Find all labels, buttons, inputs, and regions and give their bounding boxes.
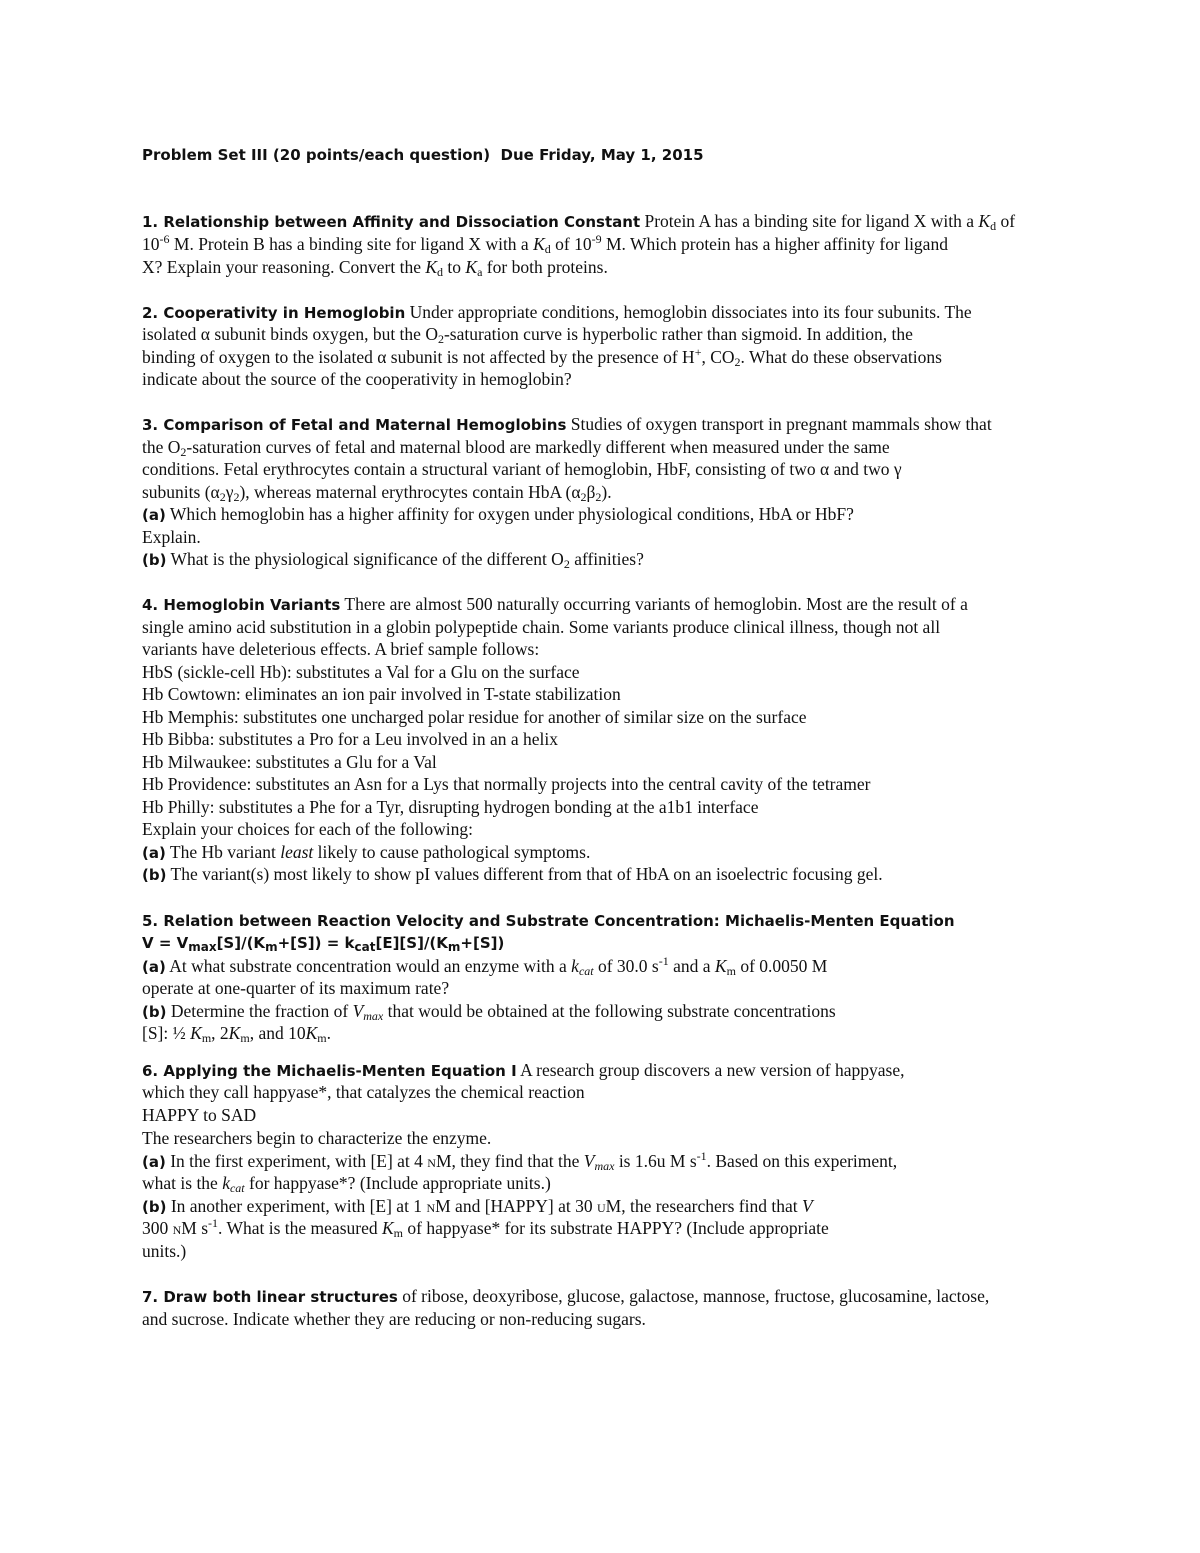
eq-part: [E][S]/(K: [375, 934, 448, 952]
q4-line-2: [142, 616, 940, 638]
q3-text: conditions. Fetal erythrocytes contain a structural variant of hemoglobin, HbF, consisting of two α and two γ: [142, 459, 902, 479]
q3-line-1: [142, 413, 992, 436]
q4-part-b: [142, 863, 883, 886]
molar-unit: M: [173, 234, 190, 254]
q2-line-3: [142, 346, 942, 368]
q6-text: of happyase* for its substrate HAPPY? (Include appropriate: [403, 1218, 829, 1238]
q5-part-b-cont: [142, 1022, 331, 1044]
variant-item: Hb Bibba: substitutes a Pro for a Leu involved in an a helix: [142, 729, 559, 749]
kcat-subscript: cat: [578, 964, 594, 978]
q5-part-b: [142, 1000, 836, 1023]
q6-line-4: [142, 1127, 491, 1149]
eq-part: V = V: [142, 934, 189, 952]
q1-label: 1. Relationship between Affinity and Dissociation Constant: [142, 213, 641, 231]
ka-subscript: a: [477, 265, 483, 279]
q6-line-1: [142, 1059, 904, 1082]
q7-line-2: [142, 1308, 646, 1330]
kd-symbol: K: [425, 257, 438, 277]
vmax-subscript: max: [363, 1009, 384, 1023]
part-label: (b): [142, 551, 167, 569]
q4-text: The variant(s) most likely to show pI values different from that of HbA on an isoelectric focusing gel.: [166, 864, 883, 884]
q6-text: what is the: [142, 1173, 223, 1193]
variant-item: HbS (sickle-cell Hb): substitutes a Val for a Glu on the surface: [142, 662, 580, 682]
q3-text: Which hemoglobin has a higher affinity for oxygen under physiological conditions, HbA or HbF?: [165, 504, 854, 524]
q6-text: s: [685, 1151, 697, 1171]
part-label: (b): [142, 1003, 167, 1021]
eq-part: +[S]): [460, 934, 505, 952]
kd-symbol: K: [533, 234, 545, 254]
q6-text: for happyase*? (Include appropriate units.): [244, 1173, 551, 1193]
q3-text: Explain.: [142, 527, 201, 547]
q6-text: , they find that the: [451, 1151, 584, 1171]
exponent: -1: [658, 954, 669, 968]
nanomolar-unit: nM: [172, 1218, 197, 1238]
part-label: (a): [142, 958, 166, 976]
q1-line-2: [142, 233, 948, 255]
q6-label: 6. Applying the Michaelis-Menten Equation I: [142, 1062, 517, 1080]
variant-item: Hb Memphis: substitutes one uncharged polar residue for another of similar size on the surface: [142, 707, 807, 727]
q6-part-a-cont: [142, 1172, 551, 1194]
molar-unit: M: [811, 956, 828, 976]
q2-line-2: [142, 323, 913, 345]
q6-text: The researchers begin to characterize the enzyme.: [142, 1128, 492, 1148]
km-symbol: K: [305, 1023, 318, 1043]
part-label: (b): [142, 1198, 167, 1216]
q6-text: . Based on this experiment,: [706, 1151, 898, 1171]
velocity-symbol: V: [801, 1196, 813, 1216]
q3-part-a-cont: [142, 526, 201, 548]
part-label: (a): [142, 1153, 166, 1171]
q1-text: . Protein B has a binding site for ligand X with a: [189, 234, 534, 254]
q1-text: to: [443, 257, 466, 277]
page-title: [142, 144, 704, 166]
q4-text: Explain your choices for each of the following:: [142, 819, 473, 839]
q1-text: 10: [142, 234, 160, 254]
q3-text: β: [586, 482, 596, 502]
q6-text: In the first experiment, with [E] at 4: [165, 1151, 428, 1171]
part-label: (a): [142, 844, 166, 862]
q3-text: the O: [142, 437, 181, 457]
q6-text: s: [196, 1218, 209, 1238]
q3-text: γ: [225, 482, 234, 502]
q4-explain: [142, 818, 473, 840]
q1-text: for both proteins.: [482, 257, 608, 277]
q3-text: affinities?: [569, 549, 644, 569]
eq-part: [S]/(K: [216, 934, 266, 952]
part-label: (a): [142, 506, 166, 524]
q5-text: of 30.0 s: [593, 956, 659, 976]
vmax-symbol: V: [352, 1001, 364, 1021]
molar-unit: M: [669, 1151, 686, 1171]
q6-text: A research group discovers a new version of happyase,: [520, 1060, 905, 1080]
subscript: 2: [595, 490, 602, 504]
kd-subscript: d: [544, 242, 551, 256]
subscript: 2: [734, 355, 741, 369]
eq-subscript: m: [447, 940, 461, 954]
variant-item: Hb Cowtown: eliminates an ion pair involved in T-state stabilization: [142, 684, 621, 704]
q5-text: , and 10: [249, 1023, 306, 1043]
kcat-symbol: k: [571, 956, 579, 976]
eq-subscript: cat: [354, 940, 376, 954]
exponent: -1: [696, 1149, 707, 1163]
q4-line-3: [142, 638, 539, 660]
q4-text: The Hb variant: [165, 842, 281, 862]
q2-text: . What do these observations: [740, 347, 942, 367]
q3-text: subunits (α: [142, 482, 220, 502]
km-symbol: K: [228, 1023, 241, 1043]
q6-reaction: [142, 1104, 256, 1126]
q5-text: Determine the fraction of: [166, 1001, 353, 1021]
q6-part-b-cont2: [142, 1240, 186, 1262]
km-subscript: m: [201, 1031, 212, 1045]
q4-line-1: [142, 593, 968, 616]
subscript: 2: [233, 490, 240, 504]
q2-label: 2. Cooperativity in Hemoglobin: [142, 304, 406, 322]
q4-label: 4. Hemoglobin Variants: [142, 596, 341, 614]
q3-text: Studies of oxygen transport in pregnant mammals show that: [570, 414, 992, 434]
kd-subscript: d: [437, 265, 444, 279]
q3-text: -saturation curves of fetal and maternal blood are markedly different when measured under the same: [186, 437, 890, 457]
q5-text: .: [326, 1023, 331, 1043]
q2-text: isolated α subunit binds oxygen, but the O: [142, 324, 438, 344]
q2-text: Under appropriate conditions, hemoglobin dissociates into its four subunits. The: [409, 302, 972, 322]
q6-text: units.): [142, 1241, 187, 1261]
km-symbol: K: [381, 1218, 394, 1238]
q3-part-b: [142, 548, 644, 571]
vmax-subscript: max: [594, 1159, 615, 1173]
q5-text: that would be obtained at the following substrate concentrations: [383, 1001, 836, 1021]
q5-text: , 2: [211, 1023, 229, 1043]
q7-text: of ribose, deoxyribose, glucose, galactose, mannose, fructose, glucosamine, lactose,: [397, 1286, 990, 1306]
vmax-symbol: V: [583, 1151, 595, 1171]
q3-line-2: [142, 436, 890, 458]
q4-text: variants have deleterious effects. A brief sample follows:: [142, 639, 540, 659]
q4-emphasis: least: [280, 842, 314, 862]
q6-text: is 1.6u: [614, 1151, 670, 1171]
kd-subscript: d: [990, 219, 997, 233]
q5-label: 5. Relation between Reaction Velocity and Substrate Concentration: Michaelis-Menten Equation: [142, 912, 955, 930]
q5-part-a: [142, 955, 827, 978]
micromolar-unit: uM: [596, 1196, 622, 1216]
km-subscript: m: [726, 964, 736, 978]
q5-text: of 0.0050: [735, 956, 812, 976]
kcat-subscript: cat: [229, 1181, 245, 1195]
km-subscript: m: [317, 1031, 327, 1045]
km-subscript: m: [393, 1226, 404, 1240]
q6-text: . What is the measured: [218, 1218, 382, 1238]
nanomolar-unit: nM: [426, 1196, 451, 1216]
molar-unit: M: [605, 234, 622, 254]
q6-text: 300: [142, 1218, 173, 1238]
q6-part-a: [142, 1150, 897, 1173]
q1-text: of: [996, 211, 1016, 231]
variant-item: Hb Philly: substitutes a Phe for a Tyr, disrupting hydrogen bonding at the a1b1 interface: [142, 797, 759, 817]
q3-line-4: [142, 481, 612, 503]
q3-part-a: [142, 503, 854, 526]
eq-subscript: max: [188, 940, 217, 954]
subscript: 2: [580, 490, 587, 504]
part-label: (b): [142, 866, 167, 884]
q3-text: What is the physiological significance of the different O: [166, 549, 564, 569]
q5-text: and a: [668, 956, 715, 976]
q1-text: Protein A has a binding site for ligand X with a: [644, 211, 979, 231]
q3-line-3: [142, 458, 902, 480]
q6-text: HAPPY to SAD: [142, 1105, 257, 1125]
q2-line-4: [142, 368, 572, 390]
subscript: 2: [563, 557, 570, 571]
q3-text: ).: [601, 482, 612, 502]
eq-subscript: m: [265, 940, 278, 954]
exponent: -9: [591, 232, 602, 246]
q5-text: operate at one-quarter of its maximum rate?: [142, 978, 450, 998]
q5-line-1: [142, 909, 955, 932]
q2-line-1: [142, 301, 972, 324]
q5-part-a-cont: [142, 977, 449, 999]
q1-text: of 10: [550, 234, 592, 254]
subscript: 2: [437, 332, 444, 346]
exponent: -1: [208, 1216, 219, 1230]
subscript: 2: [219, 490, 226, 504]
q6-line-2: [142, 1081, 585, 1103]
q6-text: , the researchers find that: [621, 1196, 802, 1216]
q7-label: 7. Draw both linear structures: [142, 1288, 398, 1306]
variant-item: Hb Milwaukee: substitutes a Glu for a Val: [142, 752, 437, 772]
q2-text: binding of oxygen to the isolated α subunit is not affected by the presence of H: [142, 347, 695, 367]
q7-line-1: [142, 1285, 989, 1308]
q1-text: X? Explain your reasoning. Convert the: [142, 257, 426, 277]
q5-text: [S]: ½: [142, 1023, 191, 1043]
kd-symbol: K: [978, 211, 991, 231]
q4-part-a: [142, 841, 590, 864]
q4-text: single amino acid substitution in a globin polypeptide chain. Some variants produce clinical illness, though not all: [142, 617, 941, 637]
michaelis-menten-equation: [142, 932, 504, 954]
q5-text: At what substrate concentration would an enzyme with a: [165, 956, 572, 976]
q1-text: . Which protein has a higher affinity for ligand: [621, 234, 948, 254]
q6-part-b: [142, 1195, 813, 1218]
eq-part: +[S]) = k: [277, 934, 355, 952]
superscript: +: [694, 345, 702, 359]
problem-set-title: Problem Set III (20 points/each question): [142, 146, 491, 164]
ka-symbol: K: [465, 257, 478, 277]
km-symbol: K: [190, 1023, 202, 1043]
exponent: -6: [159, 232, 170, 246]
q7-text: and sucrose. Indicate whether they are reducing or non-reducing sugars.: [142, 1309, 646, 1329]
due-date: Due Friday, May 1, 2015: [500, 146, 704, 164]
q1-line-1: [142, 210, 1015, 233]
q4-text: likely to cause pathological symptoms.: [313, 842, 591, 862]
q2-text: -saturation curve is hyperbolic rather than sigmoid. In addition, the: [443, 324, 913, 344]
subscript: 2: [180, 445, 187, 459]
q2-text: indicate about the source of the cooperativity in hemoglobin?: [142, 369, 572, 389]
q3-label: 3. Comparison of Fetal and Maternal Hemoglobins: [142, 416, 567, 434]
q6-text: and [HAPPY] at 30: [450, 1196, 597, 1216]
km-symbol: K: [714, 956, 727, 976]
q1-line-3: [142, 256, 608, 278]
q6-text: In another experiment, with [E] at 1: [166, 1196, 427, 1216]
nanomolar-unit: nM: [427, 1151, 452, 1171]
q6-part-b-cont: [142, 1217, 829, 1239]
q4-text: There are almost 500 naturally occurring variants of hemoglobin. Most are the result of a: [344, 594, 968, 614]
kcat-symbol: k: [222, 1173, 230, 1193]
q3-text: ), whereas maternal erythrocytes contain HbA (α: [239, 482, 581, 502]
q6-text: which they call happyase*, that catalyzes the chemical reaction: [142, 1082, 585, 1102]
km-subscript: m: [240, 1031, 250, 1045]
variant-item: Hb Providence: substitutes an Asn for a Lys that normally projects into the central cavity of the tetramer: [142, 774, 871, 794]
q2-text: , CO: [701, 347, 735, 367]
